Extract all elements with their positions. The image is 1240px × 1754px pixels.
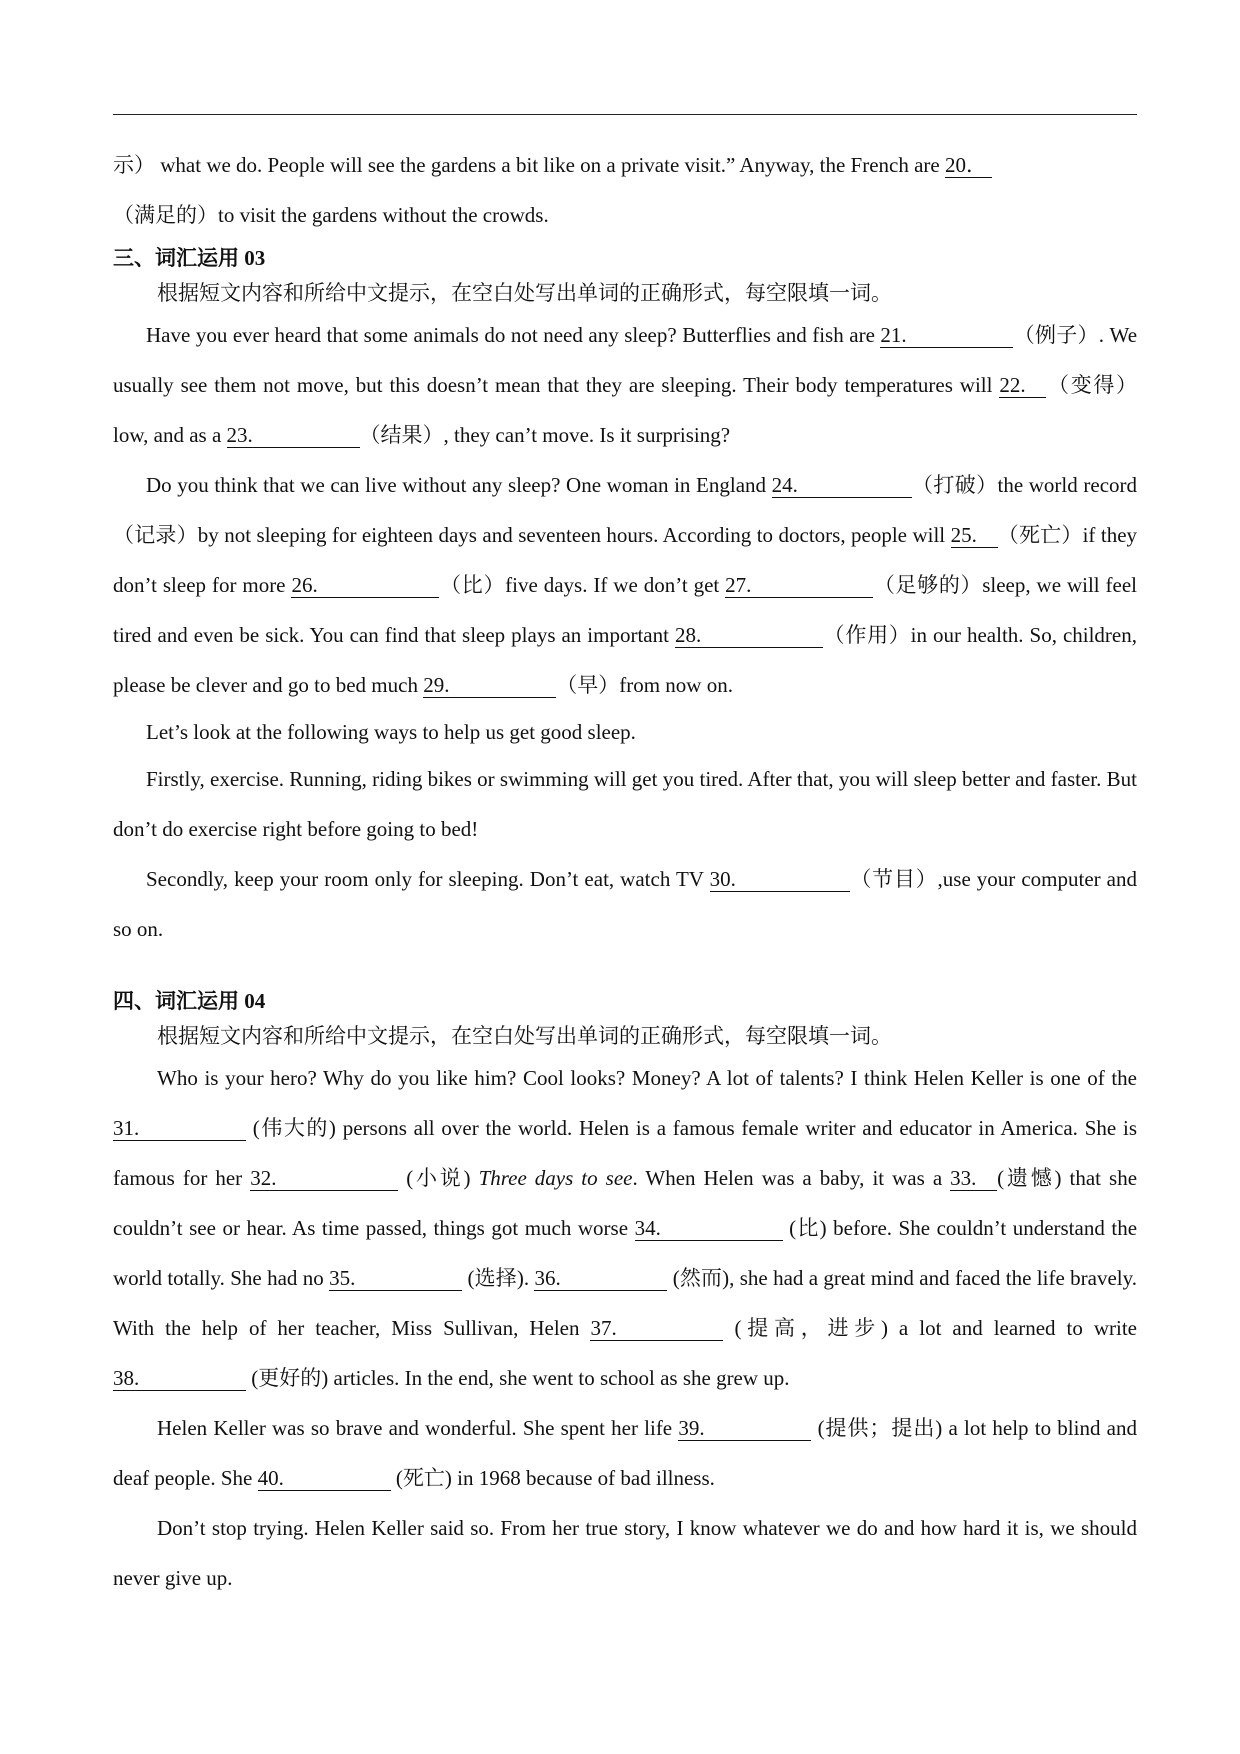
section-heading: 三、词汇运用 03 (113, 246, 266, 270)
hint: (提高，进步) (734, 1316, 888, 1340)
header-rule (113, 114, 1137, 115)
paragraph (113, 854, 1137, 954)
passage-text: , they can’t move. Is it surprising? (443, 423, 731, 447)
paragraph (113, 1403, 1137, 1503)
passage-text: low, and as a (113, 423, 227, 447)
blank-39[interactable]: 39. (678, 1416, 811, 1441)
blank-20[interactable]: 20． (945, 153, 992, 178)
blank-34[interactable]: 34. (635, 1216, 783, 1241)
passage-text: . (523, 1266, 535, 1290)
hint: （节目） (849, 867, 938, 891)
hint: (选择) (467, 1266, 524, 1290)
hint: (遗憾) (997, 1166, 1062, 1190)
hint: (比) (789, 1216, 827, 1240)
passage-text: , she had a great mind and faced the life bravely. With the help of her teacher, Miss Sullivan, Helen (113, 1266, 1137, 1340)
blank-38[interactable]: 38. (113, 1366, 246, 1391)
passage-text: a lot and learned to write (887, 1316, 1137, 1340)
hint: (死亡) (395, 1466, 452, 1490)
hint: （变得） (1046, 373, 1138, 397)
passage-text: by not sleeping for eighteen days and seventeen hours. According to doctors, people will (197, 523, 951, 547)
passage-text: . We usually see them not move, but this doesn’t mean that they are sleeping. Their body temperatures will (113, 323, 1138, 397)
paragraph: Don’t stop trying. Helen Keller said so. From her true story, I know whatever we do and how hard it is, we should never give up. (113, 1516, 1137, 1590)
passage-text: to visit the gardens without the crowds. (218, 203, 549, 227)
passage-text: Have you ever heard that some animals do not need any sleep? Butterflies and fish are (146, 323, 881, 347)
hint: （满足的） (113, 203, 218, 227)
hint: (小说) (406, 1166, 471, 1190)
hint: （足够的） (873, 573, 983, 597)
passage-text: Who is your hero? Why do you like him? Cool looks? Money? A lot of talents? I think Helen Keller is one of the (157, 1066, 1137, 1090)
paragraph (113, 310, 1137, 460)
instruction: 根据短文内容和所给中文提示，在空白处写出单词的正确形式，每空限填一词。 (157, 281, 892, 305)
passage-text: Secondly, keep your room only for sleeping. Don’t eat, watch TV (146, 867, 710, 891)
passage-text: in 1968 because of bad illness. (451, 1466, 715, 1490)
blank-23[interactable]: 23. (227, 423, 360, 448)
hint: （比） (439, 573, 506, 597)
passage-text: that she couldn’t see or hear. As time passed, things got much worse (113, 1166, 1138, 1240)
hint: （结果） (359, 423, 444, 447)
blank-21[interactable]: 21. (880, 323, 1013, 348)
paragraph (113, 1053, 1137, 1403)
passage-text: Do you think that we can live without any sleep? One woman in England (146, 473, 772, 497)
hint: （例子） (1013, 323, 1099, 347)
paragraph: Let’s look at the following ways to help us get good sleep. (146, 720, 636, 744)
passage-text: . When Helen was a baby, it was a (632, 1166, 951, 1190)
blank-31[interactable]: 31. (113, 1116, 246, 1141)
passage-text: what we do. People will see the gardens a bit like on a private visit.” Anyway, the French are (155, 153, 945, 177)
passage-text: if they don’t sleep for more (113, 523, 1138, 597)
blank-33[interactable]: 33. (950, 1166, 997, 1191)
passage-text: five days. If we don’t get (505, 573, 726, 597)
blank-37[interactable]: 37. (590, 1316, 723, 1341)
hint: （记录） (113, 523, 198, 547)
paragraph (113, 460, 1137, 710)
hint: (提供；提出) (817, 1416, 943, 1440)
hint: (然而) (672, 1266, 730, 1290)
section-3 (113, 240, 1137, 954)
blank-26[interactable]: 26. (291, 573, 439, 598)
section-heading: 四、词汇运用 04 (113, 989, 266, 1013)
instruction: 根据短文内容和所给中文提示，在空白处写出单词的正确形式，每空限填一词。 (157, 1024, 892, 1048)
hint: （死亡） (997, 523, 1083, 547)
passage-text: in our health. So, children, please be clever and go to bed much (113, 623, 1137, 697)
hint: （作用） (822, 623, 911, 647)
blank-32[interactable]: 32. (250, 1166, 398, 1191)
blank-40[interactable]: 40. (258, 1466, 391, 1491)
passage-text: persons all over the world. Helen is a famous female writer and educator in America. She is famous for her (113, 1116, 1137, 1190)
blank-27[interactable]: 27. (725, 573, 873, 598)
blank-22[interactable]: 22. (999, 373, 1046, 398)
passage-text: a lot help to blind and deaf people. She (113, 1416, 1137, 1490)
passage-text: before. She couldn’t understand the world totally. She had no (113, 1216, 1138, 1290)
hint: (更好的) (251, 1366, 329, 1390)
section-4 (113, 983, 1137, 1603)
book-title: Three days to see (478, 1166, 633, 1190)
paragraph: Firstly, exercise. Running, riding bikes or swimming will get you tired. After that, you will sleep better and faster. But don’t do exercise right before going to bed! (113, 767, 1137, 841)
blank-24[interactable]: 24. (772, 473, 912, 498)
passage-text: from now on. (619, 673, 733, 697)
passage-text: sleep, we will feel tired and even be sick. You can find that sleep plays an important (113, 573, 1138, 647)
hint: 示） (113, 153, 155, 177)
passage-text: ,use your computer and so on. (113, 867, 1137, 941)
blank-29[interactable]: 29. (423, 673, 556, 698)
blank-35[interactable]: 35. (329, 1266, 462, 1291)
hint: （早） (556, 673, 620, 697)
passage-text: articles. In the end, she went to school as she grew up. (328, 1366, 790, 1390)
blank-25[interactable]: 25. (951, 523, 998, 548)
blank-28[interactable]: 28. (675, 623, 823, 648)
blank-30[interactable]: 30. (710, 867, 850, 892)
passage-text: the world record (997, 473, 1138, 497)
passage-text: Helen Keller was so brave and wonderful. She spent her life (157, 1416, 679, 1440)
blank-36[interactable]: 36. (534, 1266, 667, 1291)
hint: (伟大的) (252, 1116, 336, 1140)
carryover-paragraph (113, 140, 1137, 240)
hint: （打破） (911, 473, 998, 497)
